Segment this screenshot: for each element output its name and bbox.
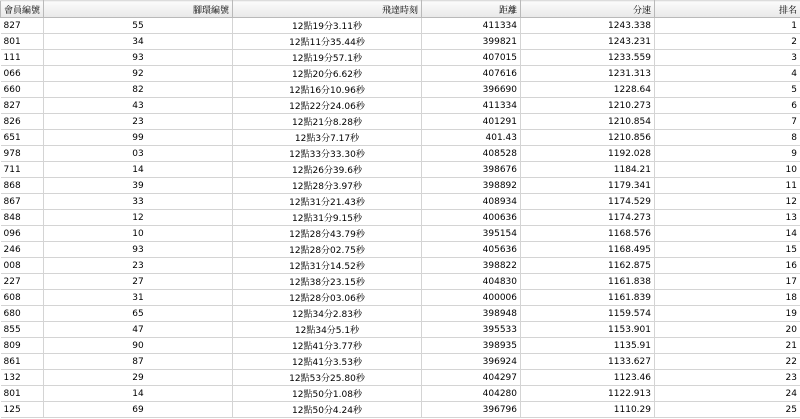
arrival-time-cell: 12點31分21.43秒 [233, 194, 422, 210]
arrival-time-cell: 12點28分03.06秒 [233, 290, 422, 306]
ring-number-cell: 99 [44, 130, 233, 146]
member-id-cell: 246 [1, 242, 44, 258]
distance-cell: 411334 [422, 98, 521, 114]
ring-number-cell: 43 [44, 98, 233, 114]
distance-cell: 401291 [422, 114, 521, 130]
rank-cell: 2 [655, 34, 800, 50]
rank-cell: 24 [655, 386, 800, 402]
arrival-time-cell: 12點28分02.75秒 [233, 242, 422, 258]
ring-number-cell: 12 [44, 210, 233, 226]
arrival-time-cell: 12點50分1.08秒 [233, 386, 422, 402]
rank-cell: 1 [655, 18, 800, 34]
arrival-time-cell: 12點22分24.06秒 [233, 98, 422, 114]
distance-cell: 395154 [422, 226, 521, 242]
rank-cell: 8 [655, 130, 800, 146]
ring-number-cell: 87 [44, 354, 233, 370]
table-row[interactable] [1, 402, 800, 418]
rank-cell: 14 [655, 226, 800, 242]
member-id-cell: 132 [1, 370, 44, 386]
member-id-cell: 227 [1, 274, 44, 290]
rank-cell: 7 [655, 114, 800, 130]
speed-cell: 1231.313 [521, 66, 655, 82]
table-row[interactable] [1, 178, 800, 194]
arrival-time-cell: 12點16分10.96秒 [233, 82, 422, 98]
speed-cell: 1233.559 [521, 50, 655, 66]
distance-cell: 396690 [422, 82, 521, 98]
arrival-time-cell: 12點41分3.77秒 [233, 338, 422, 354]
distance-cell: 408934 [422, 194, 521, 210]
arrival-time-cell: 12點31分9.15秒 [233, 210, 422, 226]
member-id-cell: 111 [1, 50, 44, 66]
column-header-distance[interactable]: 距離 [422, 1, 521, 18]
table-row[interactable] [1, 370, 800, 386]
ring-number-cell: 65 [44, 306, 233, 322]
table-row[interactable] [1, 354, 800, 370]
speed-cell: 1210.856 [521, 130, 655, 146]
member-id-cell: 125 [1, 402, 44, 418]
speed-cell: 1133.627 [521, 354, 655, 370]
rank-cell: 5 [655, 82, 800, 98]
ring-number-cell: 10 [44, 226, 233, 242]
arrival-time-cell: 12點34分2.83秒 [233, 306, 422, 322]
column-header-arrival-time[interactable]: 飛達時刻 [233, 1, 422, 18]
rank-cell: 22 [655, 354, 800, 370]
arrival-time-cell: 12點50分4.24秒 [233, 402, 422, 418]
member-id-cell: 801 [1, 386, 44, 402]
rank-cell: 11 [655, 178, 800, 194]
distance-cell: 396924 [422, 354, 521, 370]
distance-cell: 404830 [422, 274, 521, 290]
speed-cell: 1153.901 [521, 322, 655, 338]
arrival-time-cell: 12點28分3.97秒 [233, 178, 422, 194]
member-id-cell: 096 [1, 226, 44, 242]
rank-cell: 9 [655, 146, 800, 162]
member-id-cell: 868 [1, 178, 44, 194]
table-row[interactable] [1, 66, 800, 82]
table-row[interactable] [1, 114, 800, 130]
distance-cell: 398892 [422, 178, 521, 194]
distance-cell: 396796 [422, 402, 521, 418]
member-id-cell: 066 [1, 66, 44, 82]
distance-cell: 404297 [422, 370, 521, 386]
ring-number-cell: 82 [44, 82, 233, 98]
ring-number-cell: 69 [44, 402, 233, 418]
rank-cell: 16 [655, 258, 800, 274]
arrival-time-cell: 12點33分33.30秒 [233, 146, 422, 162]
arrival-time-cell: 12點31分14.52秒 [233, 258, 422, 274]
distance-cell: 405636 [422, 242, 521, 258]
speed-cell: 1210.854 [521, 114, 655, 130]
rank-cell: 17 [655, 274, 800, 290]
distance-cell: 398948 [422, 306, 521, 322]
rank-cell: 15 [655, 242, 800, 258]
speed-cell: 1122.913 [521, 386, 655, 402]
distance-cell: 399821 [422, 34, 521, 50]
member-id-cell: 608 [1, 290, 44, 306]
ring-number-cell: 93 [44, 50, 233, 66]
member-id-cell: 978 [1, 146, 44, 162]
member-id-cell: 809 [1, 338, 44, 354]
table-row[interactable] [1, 146, 800, 162]
distance-cell: 407616 [422, 66, 521, 82]
ring-number-cell: 92 [44, 66, 233, 82]
ring-number-cell: 55 [44, 18, 233, 34]
table-row[interactable] [1, 338, 800, 354]
arrival-time-cell: 12點28分43.79秒 [233, 226, 422, 242]
ring-number-cell: 31 [44, 290, 233, 306]
table-row[interactable] [1, 98, 800, 114]
member-id-cell: 827 [1, 18, 44, 34]
rank-cell: 13 [655, 210, 800, 226]
table-row[interactable] [1, 386, 800, 402]
rank-cell: 4 [655, 66, 800, 82]
arrival-time-cell: 12點34分5.1秒 [233, 322, 422, 338]
member-id-cell: 680 [1, 306, 44, 322]
distance-cell: 404280 [422, 386, 521, 402]
table-row[interactable] [1, 194, 800, 210]
member-id-cell: 651 [1, 130, 44, 146]
rank-cell: 19 [655, 306, 800, 322]
ring-number-cell: 93 [44, 242, 233, 258]
ring-number-cell: 23 [44, 114, 233, 130]
header-row [1, 1, 800, 18]
ring-number-cell: 34 [44, 34, 233, 50]
rank-cell: 6 [655, 98, 800, 114]
rank-cell: 18 [655, 290, 800, 306]
member-id-cell: 848 [1, 210, 44, 226]
member-id-cell: 711 [1, 162, 44, 178]
member-id-cell: 801 [1, 34, 44, 50]
ring-number-cell: 90 [44, 338, 233, 354]
table-row[interactable] [1, 306, 800, 322]
table-row[interactable] [1, 34, 800, 50]
speed-cell: 1174.529 [521, 194, 655, 210]
arrival-time-cell: 12點26分39.6秒 [233, 162, 422, 178]
column-header-rank[interactable]: 排名 [655, 1, 800, 18]
ring-number-cell: 29 [44, 370, 233, 386]
ring-number-cell: 47 [44, 322, 233, 338]
speed-cell: 1123.46 [521, 370, 655, 386]
member-id-cell: 861 [1, 354, 44, 370]
speed-cell: 1110.29 [521, 402, 655, 418]
table-row[interactable] [1, 258, 800, 274]
arrival-time-cell: 12點21分8.28秒 [233, 114, 422, 130]
rank-cell: 20 [655, 322, 800, 338]
distance-cell: 407015 [422, 50, 521, 66]
speed-cell: 1179.341 [521, 178, 655, 194]
distance-cell: 398822 [422, 258, 521, 274]
rank-cell: 3 [655, 50, 800, 66]
arrival-time-cell: 12點19分57.1秒 [233, 50, 422, 66]
distance-cell: 400006 [422, 290, 521, 306]
ring-number-cell: 03 [44, 146, 233, 162]
distance-cell: 398676 [422, 162, 521, 178]
member-id-cell: 008 [1, 258, 44, 274]
column-header-member-id[interactable]: 會員編號 [1, 1, 44, 18]
rank-cell: 10 [655, 162, 800, 178]
distance-cell: 395533 [422, 322, 521, 338]
member-id-cell: 826 [1, 114, 44, 130]
speed-cell: 1228.64 [521, 82, 655, 98]
table-row[interactable] [1, 274, 800, 290]
arrival-time-cell: 12點11分35.44秒 [233, 34, 422, 50]
speed-cell: 1161.839 [521, 290, 655, 306]
speed-cell: 1161.838 [521, 274, 655, 290]
table-row[interactable] [1, 242, 800, 258]
ring-number-cell: 14 [44, 386, 233, 402]
table-row[interactable] [1, 50, 800, 66]
distance-cell: 398935 [422, 338, 521, 354]
speed-cell: 1184.21 [521, 162, 655, 178]
arrival-time-cell: 12點53分25.80秒 [233, 370, 422, 386]
ring-number-cell: 27 [44, 274, 233, 290]
arrival-time-cell: 12點41分3.53秒 [233, 354, 422, 370]
arrival-time-cell: 12點3分7.17秒 [233, 130, 422, 146]
speed-cell: 1162.875 [521, 258, 655, 274]
table-row[interactable] [1, 82, 800, 98]
rank-cell: 21 [655, 338, 800, 354]
speed-cell: 1159.574 [521, 306, 655, 322]
ring-number-cell: 23 [44, 258, 233, 274]
distance-cell: 401.43 [422, 130, 521, 146]
ring-number-cell: 33 [44, 194, 233, 210]
distance-cell: 400636 [422, 210, 521, 226]
member-id-cell: 827 [1, 98, 44, 114]
table-row[interactable] [1, 226, 800, 242]
ring-number-cell: 39 [44, 178, 233, 194]
member-id-cell: 855 [1, 322, 44, 338]
distance-cell: 408528 [422, 146, 521, 162]
speed-cell: 1168.495 [521, 242, 655, 258]
member-id-cell: 867 [1, 194, 44, 210]
rank-cell: 23 [655, 370, 800, 386]
speed-cell: 1168.576 [521, 226, 655, 242]
distance-cell: 411334 [422, 18, 521, 34]
member-id-cell: 660 [1, 82, 44, 98]
speed-cell: 1192.028 [521, 146, 655, 162]
table-row[interactable] [1, 162, 800, 178]
rank-cell: 25 [655, 402, 800, 418]
table-row[interactable] [1, 210, 800, 226]
speed-cell: 1243.231 [521, 34, 655, 50]
speed-cell: 1174.273 [521, 210, 655, 226]
column-header-ring-number[interactable]: 腳環編號 [44, 1, 233, 18]
table-row[interactable] [1, 18, 800, 34]
speed-cell: 1135.91 [521, 338, 655, 354]
ring-number-cell: 14 [44, 162, 233, 178]
table-row[interactable] [1, 290, 800, 306]
table-row[interactable] [1, 322, 800, 338]
speed-cell: 1210.273 [521, 98, 655, 114]
rank-cell: 12 [655, 194, 800, 210]
arrival-time-cell: 12點19分3.11秒 [233, 18, 422, 34]
arrival-time-cell: 12點20分6.62秒 [233, 66, 422, 82]
arrival-time-cell: 12點38分23.15秒 [233, 274, 422, 290]
table-row[interactable] [1, 130, 800, 146]
speed-cell: 1243.338 [521, 18, 655, 34]
column-header-speed[interactable]: 分速 [521, 1, 655, 18]
